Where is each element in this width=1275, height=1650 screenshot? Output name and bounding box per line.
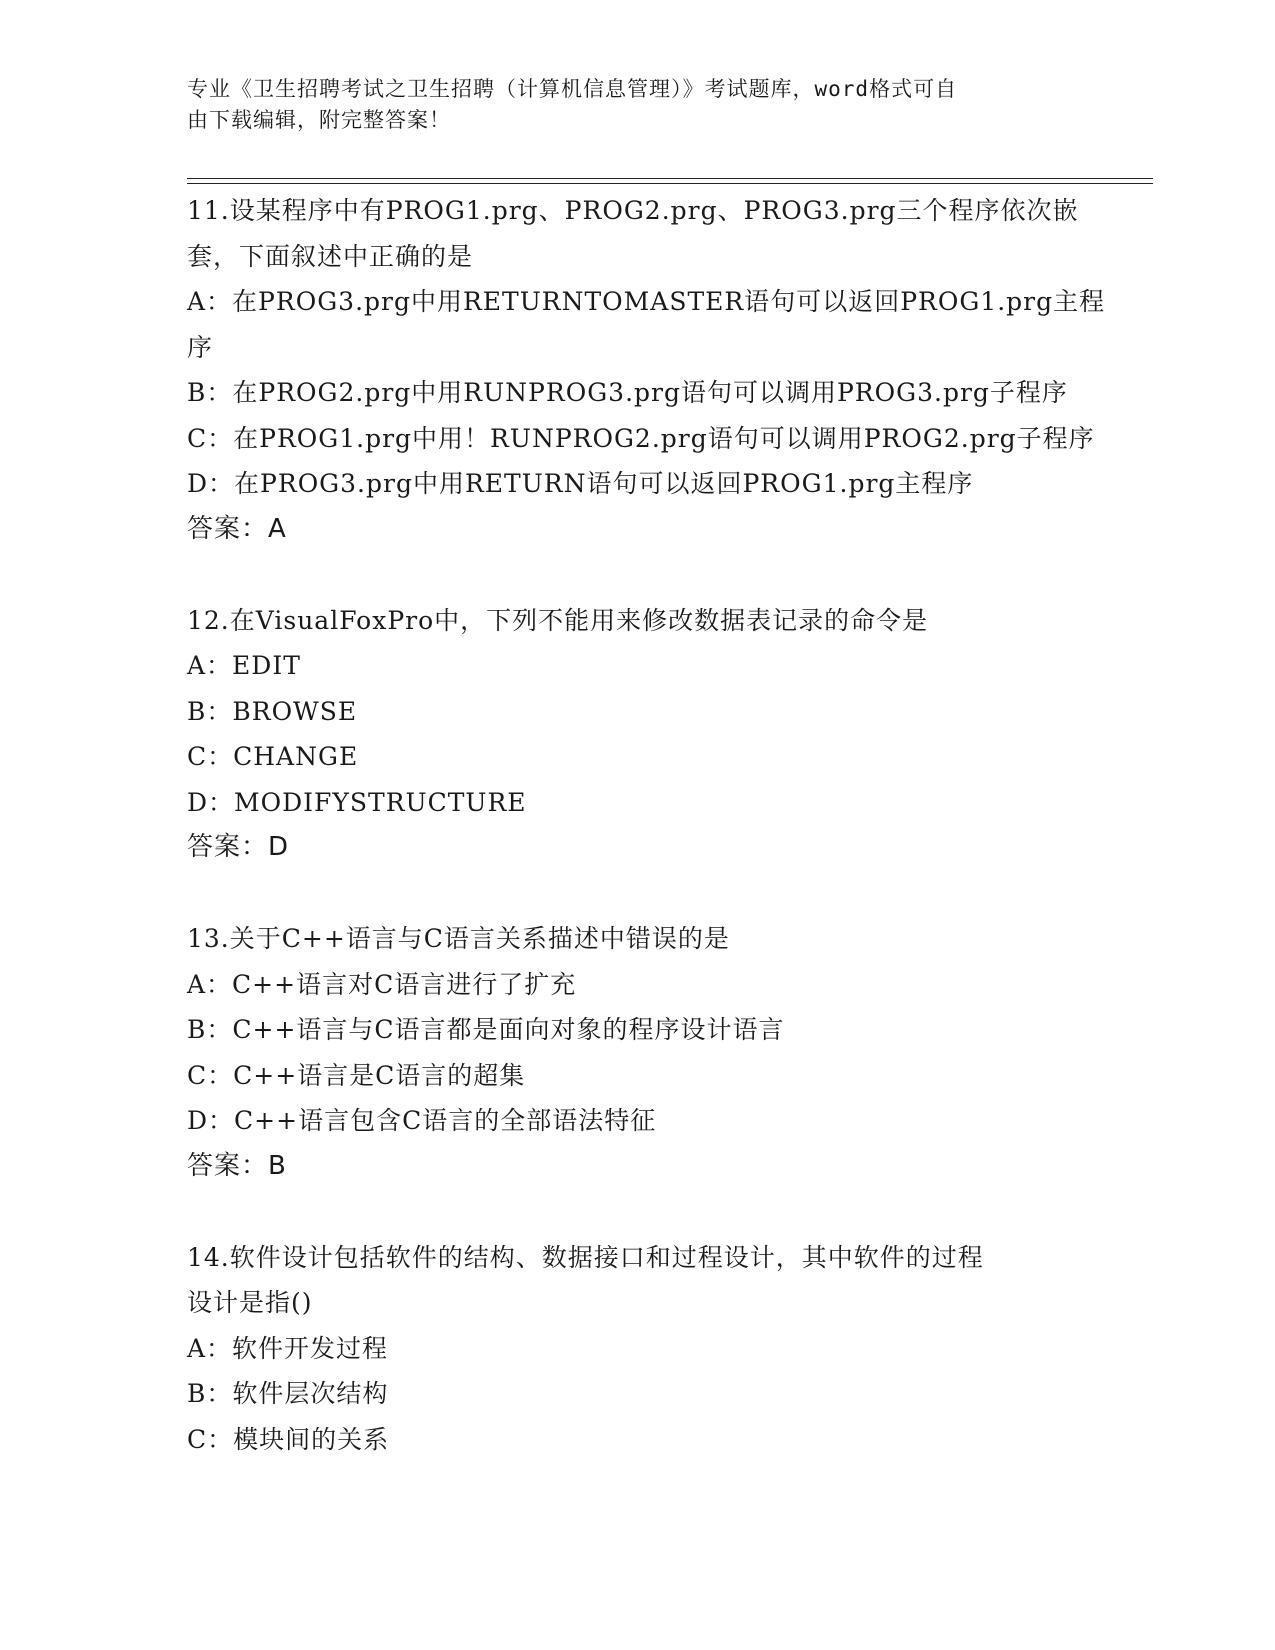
question-gap bbox=[187, 871, 1087, 917]
header-divider-top bbox=[187, 178, 1153, 179]
question-stem: 11.设某程序中有PROG1.prg、PROG2.prg、PROG3.prg三个程序依次嵌 bbox=[187, 196, 1079, 225]
document-header bbox=[187, 74, 1087, 136]
header-divider-bottom bbox=[187, 183, 1153, 184]
question-gap bbox=[187, 552, 1087, 598]
option-a: A：软件开发过程 bbox=[187, 1333, 389, 1363]
option-c: C：C++语言是C语言的超集 bbox=[187, 1060, 526, 1090]
question-stem: 套，下面叙述中正确的是 bbox=[187, 241, 474, 271]
question-11 bbox=[187, 188, 1106, 552]
option-c: C：CHANGE bbox=[187, 742, 359, 771]
answer-line: 答案：A bbox=[187, 513, 287, 544]
option-a: A：EDIT bbox=[187, 651, 301, 680]
option-b: B：在PROG2.prg中用RUNPROG3.prg语句可以调用PROG3.prg子程序 bbox=[187, 378, 1068, 407]
option-d: D：C++语言包含C语言的全部语法特征 bbox=[187, 1106, 657, 1135]
option-d: D：在PROG3.prg中用RETURN语句可以返回PROG1.prg主程序 bbox=[187, 469, 974, 498]
option-b: B：BROWSE bbox=[187, 696, 358, 726]
header-line-2: 由下载编辑，附完整答案！ bbox=[187, 108, 451, 132]
option-b: B：C++语言与C语言都是面向对象的程序设计语言 bbox=[187, 1015, 785, 1044]
option-c: C：模块间的关系 bbox=[187, 1424, 390, 1454]
option-b: B：软件层次结构 bbox=[187, 1379, 389, 1408]
option-c: C：在PROG1.prg中用！RUNPROG2.prg语句可以调用PROG2.prg子程序 bbox=[187, 423, 1095, 453]
answer-line: 答案：B bbox=[187, 1150, 287, 1181]
option-a: A：在PROG3.prg中用RETURNTOMASTER语句可以返回PROG1.prg主程 bbox=[187, 287, 1106, 316]
question-14 bbox=[187, 1235, 1087, 1463]
question-stem: 14.软件设计包括软件的结构、数据接口和过程设计，其中软件的过程 bbox=[187, 1242, 984, 1272]
question-stem: 13.关于C++语言与C语言关系描述中错误的是 bbox=[187, 924, 730, 953]
header-line-1: 专业《卫生招聘考试之卫生招聘（计算机信息管理）》考试题库，word格式可自 bbox=[187, 77, 958, 101]
option-a-continued: 序 bbox=[187, 332, 214, 362]
option-a: A：C++语言对C语言进行了扩充 bbox=[187, 969, 577, 999]
option-d: D：MODIFYSTRUCTURE bbox=[187, 787, 527, 817]
question-list bbox=[187, 188, 1106, 1462]
question-stem: 12.在VisualFoxPro中，下列不能用来修改数据表记录的命令是 bbox=[187, 605, 929, 635]
question-12 bbox=[187, 598, 1087, 871]
question-13 bbox=[187, 916, 1087, 1189]
question-gap bbox=[187, 1189, 1087, 1235]
question-stem: 设计是指() bbox=[187, 1288, 313, 1317]
answer-line: 答案：D bbox=[187, 832, 290, 862]
